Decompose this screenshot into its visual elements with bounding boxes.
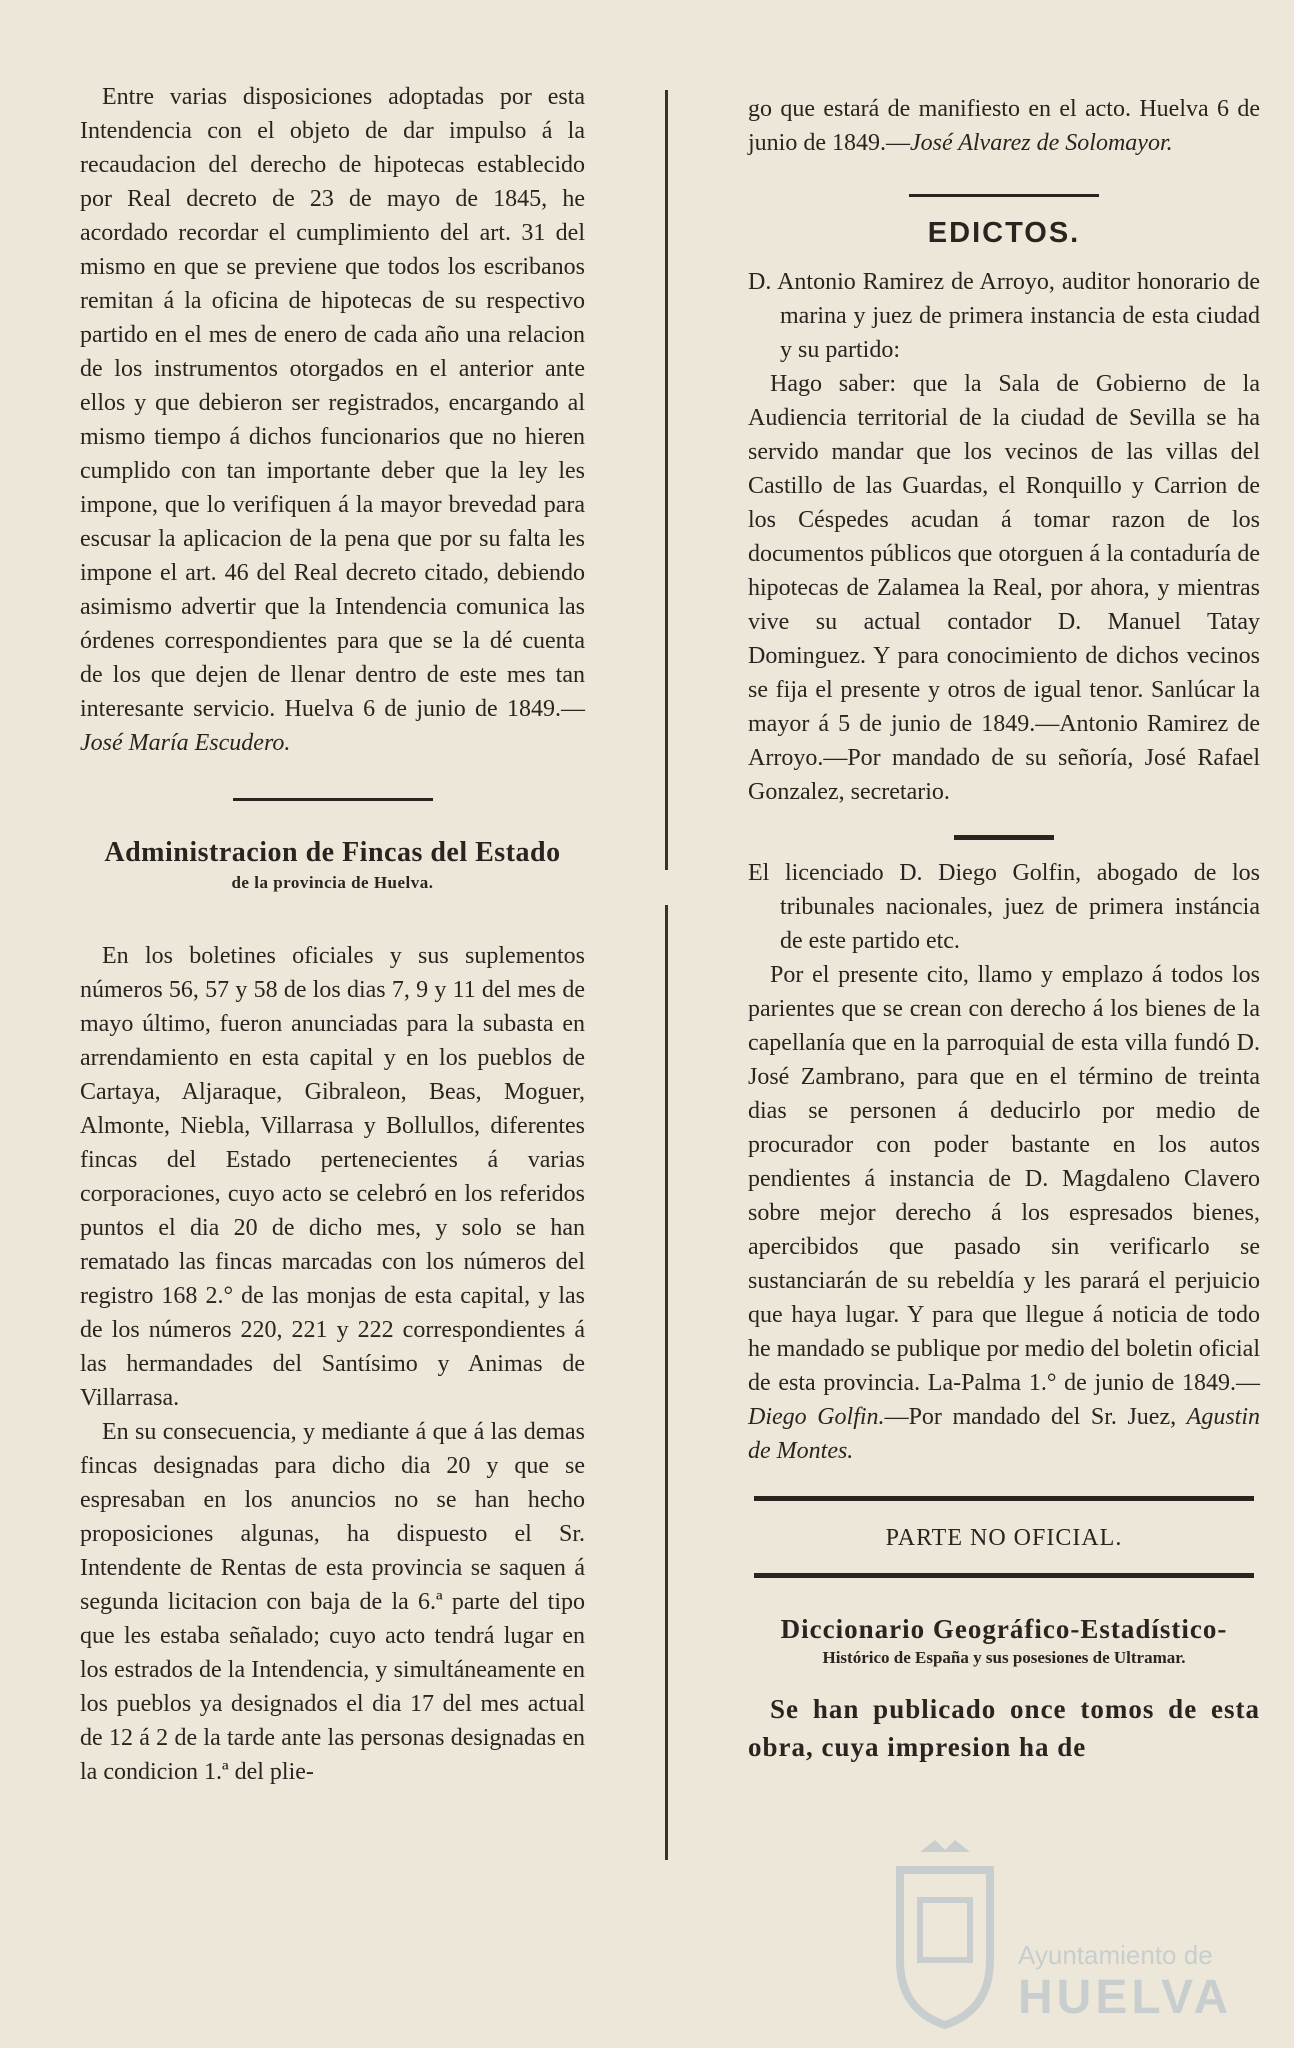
- parte-no-oficial-heading: PARTE NO OFICIAL.: [885, 1525, 1123, 1551]
- diccionario-text: Se han publicado once tomos de esta obra, cuya impresion ha de: [748, 1694, 1260, 1762]
- right-column: [748, 92, 1260, 1766]
- archive-watermark: [880, 1840, 1250, 2030]
- edicto-2-body: Por el presente cito, llamo y emplazo á todos los parientes que se crean con derecho á los bienes de la capellanía que en la parroquial de esta villa fundó D. José Zambrano, para que en el término de treinta dias se personen á deducirlo por medio de procurador con poder bastante en los autos pendientes á instancia de D. Magdaleno Clavero sobre mejor derecho á los espresados bienes, apercibidos que pasado sin verificarlo se sustanciarán de su rebeldía y les parará el perjuicio que haya lugar. Y para que llegue á noticia de todo he mandado se publique por medio del boletin oficial de esta provincia. La-Palma 1.° de junio de 1849.—Diego Golfin.—Por mandado del Sr. Juez, Agustin de Montes.: [748, 962, 1260, 1464]
- fincas-heading: Administracion de Fincas del Estado: [104, 837, 561, 868]
- fincas-paragraph-1: En los boletines oficiales y sus suplementos números 56, 57 y 58 de los dias 7, 9 y 11 del mes de mayo último, fueron anunciadas para la subasta en arrendamiento en esta capital y en los pueblos de Cartaya, Aljaraque, Gibraleon, Beas, Moguer, Almonte, Niebla, Villarrasa y Bollullos, diferentes fincas del Estado pertenecientes á varias corporaciones, cuyo acto se celebró en los referidos puntos el dia 20 de dicho mes, y solo se han rematado las fincas marcadas con los números del registro 168 2.° de las monjas de esta capital, y las de los números 220, 221 y 222 correspondientes á las hermandades del Santísimo y Animas de Villarrasa.: [80, 943, 585, 1411]
- diccionario-subheading: Histórico de España y sus posesiones de Ultramar.: [822, 1648, 1186, 1667]
- column-divider-upper: [665, 90, 668, 870]
- edicto-2-header: El licenciado D. Diego Golfin, abogado de los tribunales nacionales, juez de primera instáncia de este partido etc.: [748, 860, 1260, 954]
- hipotecas-notice: Entre varias disposiciones adoptadas por esta Intendencia con el objeto de dar impulso á la recaudacion del derecho de hipotecas establecido por Real decreto de 23 de mayo de 1845, he acordado recordar el cumplimiento del art. 31 del mismo en que se previene que todos los escribanos remitan á la oficina de hipotecas de su respectivo partido en el mes de enero de cada año una relacion de los instrumentos otorgados en el anterior ante ellos y que debieron ser registrados, encargando al mismo tiempo á dichos funcionarios que no hieren cumplido con tan importante deber que la ley les impone, que lo verifiquen á la mayor brevedad para escusar la aplicacion de la pena que por su falta les impone el art. 46 del Real decreto citado, debiendo asimismo advertir que la Intendencia comunica las órdenes correspondientes para que se la dé cuenta de los que dejen de llenar dentro de este mes tan interesante servicio. Huelva 6 de junio de 1849.—José María Escudero.: [80, 84, 585, 756]
- edictos-heading: EDICTOS.: [927, 217, 1081, 249]
- fincas-paragraph-2: En su consecuencia, y mediante á que á las demas fincas designadas para dicho dia 20 y que se espresaban en los anuncios no se han hecho proposiciones algunas, ha dispuesto el Sr. Intendente de Rentas de esta provincia se saquen á segunda licitacion con baja de la 6.ª parte del tipo que les estaba señalado; cuyo acto tendrá lugar en los estrados de la Intendencia, y simultáneamente en los pueblos ya designados el dia 17 del mes actual de 12 á 2 de la tarde ante las personas designadas en la condicion 1.ª del plie-: [80, 1419, 585, 1785]
- diccionario-heading: Diccionario Geográfico-Estadístico-: [780, 1614, 1228, 1644]
- fincas-continuation: go que estará de manifiesto en el acto. Huelva 6 de junio de 1849.—José Alvarez de Solomayor.: [748, 96, 1260, 156]
- column-divider-lower: [665, 905, 668, 1860]
- watermark-line-2: HUELVA: [1018, 1971, 1233, 2024]
- edicto-1-body: Hago saber: que la Sala de Gobierno de la Audiencia territorial de la ciudad de Sevilla se ha servido mandar que los vecinos de las villas del Castillo de las Guardas, el Ronquillo y Carrion de los Céspedes acudan á tomar razon de los documentos públicos que otorguen á la contaduría de hipotecas de Zalamea la Real, por ahora, y mientras vive su actual contador D. Manuel Tatay Dominguez. Y para conocimiento de dichos vecinos se fija el presente y otros de igual tenor. Sanlúcar la mayor á 5 de junio de 1849.—Antonio Ramirez de Arroyo.—Por mandado de su señoría, José Rafael Gonzalez, secretario.: [748, 371, 1260, 805]
- left-column: [80, 80, 585, 1789]
- watermark-line-1: Ayuntamiento de: [1018, 1940, 1213, 1970]
- edicto-1-header: D. Antonio Ramirez de Arroyo, auditor honorario de marina y juez de primera instancia de esta ciudad y su partido:: [748, 269, 1260, 363]
- huelva-shield-icon: [880, 1840, 1010, 2030]
- fincas-subheading: de la provincia de Huelva.: [231, 873, 434, 892]
